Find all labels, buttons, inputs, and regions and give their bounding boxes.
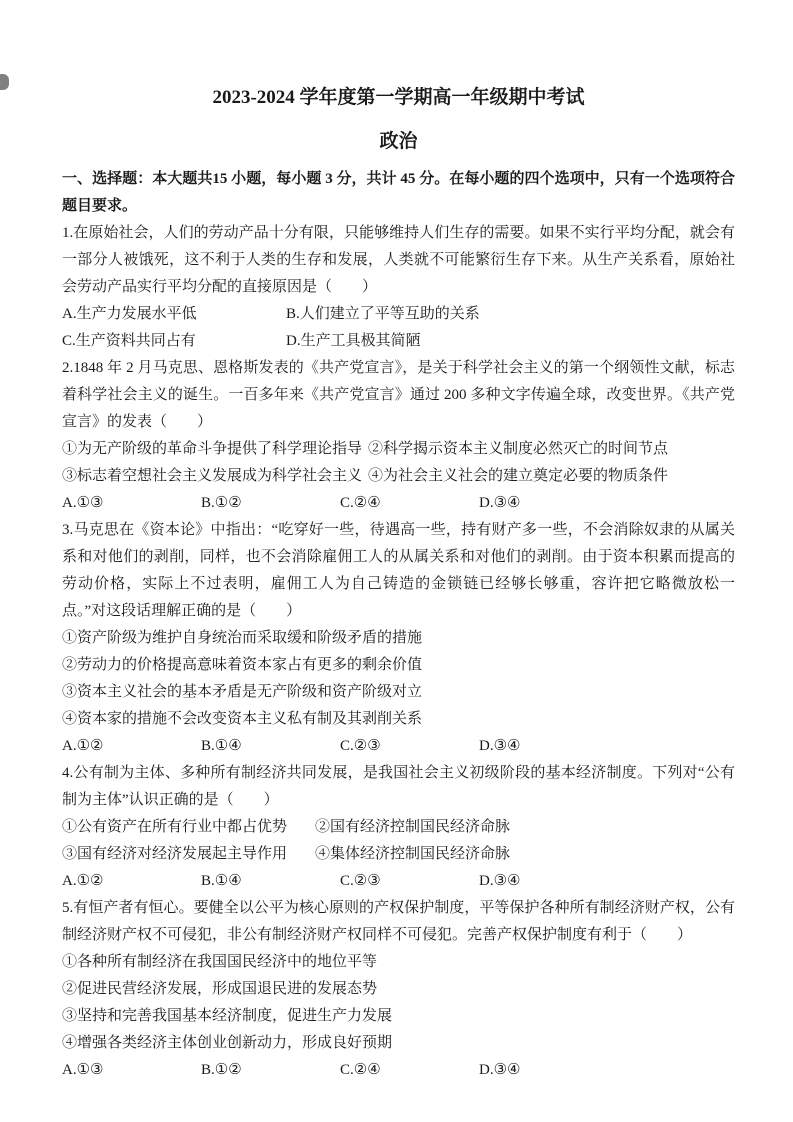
exam-title: 2023-2024 学年度第一学期高一年级期中考试 [212,87,585,108]
question-2-statements-row-1 [62,436,735,463]
question-4-statements-row-1 [62,814,735,841]
choice-a: A.①③ [62,1062,104,1078]
choice-c: C.②③ [340,873,381,889]
statement-4: ④集体经济控制国民经济命脉 [315,846,511,862]
statement-4: ④增强各类经济主体创业创新动力，形成良好预期 [62,1035,393,1051]
question-4-statements-row-2 [62,841,735,868]
question-2 [62,355,735,517]
question-2-stem: 2.1848 年 2 月马克思、恩格斯发表的《共产党宣言》，是关于科学社会主义的第一个纲领性文献，标志着科学社会主义的诞生。一百多年来《共产党宣言》通过 200 多种文字传遍全球，改变世界。《共产党宣言》的发表（ ） [62,360,735,430]
choice-d: D.③④ [479,1062,521,1078]
statement-3: ③国有经济对经济发展起主导作用 [62,846,288,862]
statement-3: ③资本主义社会的基本矛盾是无产阶级和资产阶级对立 [62,684,423,700]
exam-subject: 政治 [379,131,418,152]
choice-d: D.③④ [479,495,521,511]
statement-1: ①资产阶级为维护自身统治而采取缓和阶级矛盾的措施 [62,630,423,646]
question-1-options-row-1 [62,301,735,328]
statement-1: ①各种所有制经济在我国国民经济中的地位平等 [62,954,378,970]
choice-c: C.②③ [340,738,381,754]
option-d: D.生产工具极其简陋 [286,333,421,349]
choice-b: B.①② [201,1062,242,1078]
choice-b: B.①② [201,495,242,511]
choice-d: D.③④ [479,738,521,754]
question-1 [62,220,735,355]
statement-2: ②促进民营经济发展，形成国退民进的发展态势 [62,981,378,997]
question-3-stem: 3.马克思在《资本论》中指出：“吃穿好一些，待遇高一些，持有财产多一些，不会消除奴隶的从属关系和对他们的剥削，同样，也不会消除雇佣工人的从属关系和对他们的剥削。由于资本积累而提高的劳动价格，实际上不过表明，雇佣工人为自己铸造的金锁链已经够长够重，容许把它略微放松一点。”对这段话理解正确的是（ ） [62,522,735,619]
statement-1: ①公有资产在所有行业中都占优势 [62,819,288,835]
choice-c: C.②④ [340,495,381,511]
question-3 [62,517,735,760]
option-b: B.人们建立了平等互助的关系 [286,306,480,322]
choice-a: A.①② [62,738,104,754]
statement-3: ③坚持和完善我国基本经济制度，促进生产力发展 [62,1008,393,1024]
question-1-stem: 1.在原始社会，人们的劳动产品十分有限，只能够维持人们生存的需要。如果不实行平均分配，就会有一部分人被饿死，这不利于人类的生存和发展，人类就不可能繁衍生存下来。从生产关系看，原始社会劳动产品实行平均分配的直接原因是（ ） [62,225,735,295]
question-3-choices [62,733,735,760]
option-c: C.生产资料共同占有 [62,333,196,349]
question-2-statements-row-2 [62,463,735,490]
question-5-stem: 5.有恒产者有恒心。要健全以公平为核心原则的产权保护制度，平等保护各种所有制经济财产权，公有制经济财产权不可侵犯，非公有制经济财产权同样不可侵犯。完善产权保护制度有利于（ ） [62,900,735,943]
section-1-instructions: 一、选择题：本大题共15 小题，每小题 3 分，共计 45 分。在每小题的四个选项中，只有一个选项符合题目要求。 [62,171,735,214]
choice-c: C.②④ [340,1062,381,1078]
question-5-choices [62,1057,735,1084]
statement-2: ②科学揭示资本主义制度必然灭亡的时间节点 [368,441,669,457]
question-5 [62,895,735,1084]
question-4-stem: 4.公有制为主体、多种所有制经济共同发展，是我国社会主义初级阶段的基本经济制度。下列对“公有制为主体”认识正确的是（ ） [62,765,735,808]
question-4 [62,760,735,895]
choice-a: A.①③ [62,495,104,511]
statement-4: ④资本家的措施不会改变资本主义私有制及其剥削关系 [62,711,423,727]
scan-artifact [0,74,9,90]
question-2-choices [62,490,735,517]
question-4-choices [62,868,735,895]
statement-1: ①为无产阶级的革命斗争提供了科学理论指导 [62,441,363,457]
question-1-options-row-2 [62,328,735,355]
statement-4: ④为社会主义社会的建立奠定必要的物质条件 [368,468,669,484]
choice-a: A.①② [62,873,104,889]
statement-2: ②劳动力的价格提高意味着资本家占有更多的剩余价值 [62,657,423,673]
statement-2: ②国有经济控制国民经济命脉 [315,819,511,835]
choice-b: B.①④ [201,738,242,754]
option-a: A.生产力发展水平低 [62,306,197,322]
statement-3: ③标志着空想社会主义发展成为科学社会主义 [62,468,363,484]
choice-d: D.③④ [479,873,521,889]
choice-b: B.①④ [201,873,242,889]
